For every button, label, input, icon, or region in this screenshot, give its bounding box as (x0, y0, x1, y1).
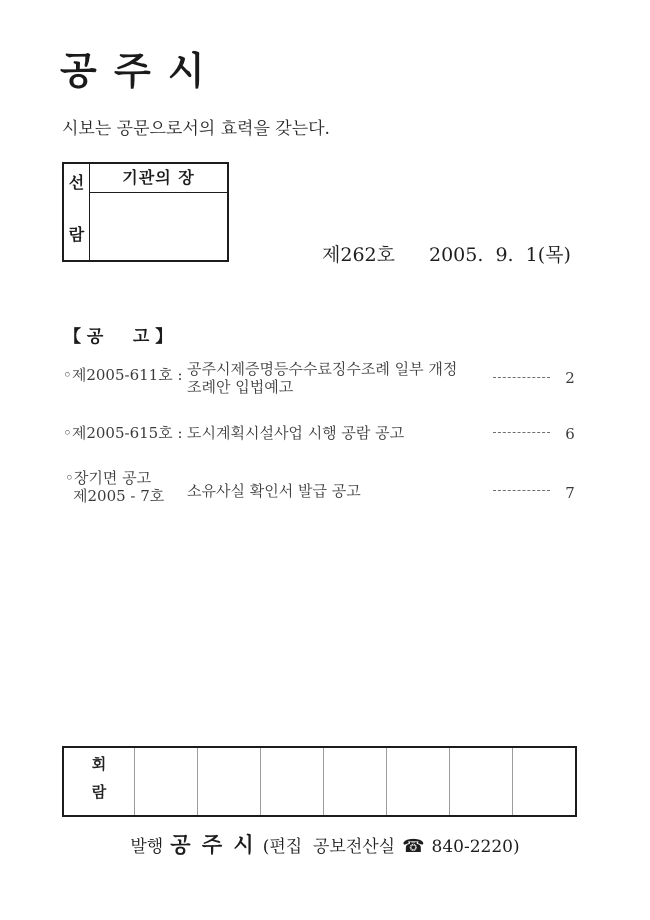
circulation-label-ram: 람 (91, 783, 107, 801)
circulation-cell (260, 748, 323, 815)
approval-header: 기관의 장 (90, 164, 227, 193)
publisher-name: 공 주 시 (170, 832, 256, 857)
circulation-cell (449, 748, 512, 815)
leader-line (493, 377, 550, 378)
circulation-cell (134, 748, 197, 815)
entry-number: ◦제2005-611호 : (63, 366, 183, 384)
phone-number: 840-2220) (431, 837, 520, 857)
page-title: 공 주 시 (60, 48, 207, 93)
entry-title: 소유사실 확인서 발급 공고 (187, 482, 361, 500)
leader-line (493, 490, 550, 491)
phone-icon: ☎ (402, 836, 425, 857)
entry-title: 공주시제증명등수수료징수조례 일부 개정 조례안 입법예고 (187, 360, 458, 396)
circulation-box (62, 746, 577, 817)
editor-info: (편집 공보전산실 (262, 837, 396, 857)
effect-statement: 시보는 공문으로서의 효력을 갖는다. (62, 119, 330, 139)
entry-page-number: 6 (565, 425, 575, 443)
publisher-line (0, 829, 650, 859)
approval-box (62, 162, 229, 262)
issue-number: 제262호 (322, 244, 395, 266)
approval-signature-area (90, 193, 227, 260)
entry-title: 도시계획시설사업 시행 공람 공고 (187, 424, 405, 442)
circulation-cell (323, 748, 386, 815)
approval-main-area (90, 164, 227, 260)
notice-section-heading: 【 공 고 】 (64, 327, 173, 347)
issue-date: 2005. 9. 1(목) (428, 244, 571, 266)
entry-number: ◦장기면 공고 제2005 - 7호 (65, 469, 165, 505)
circulation-label-cell (64, 748, 134, 815)
entry-page-number: 7 (565, 484, 575, 502)
circulation-cell (512, 748, 575, 815)
leader-line (493, 432, 550, 433)
circulation-cell (386, 748, 449, 815)
approval-side-column (64, 164, 90, 260)
entry-page-number: 2 (565, 369, 575, 387)
issue-line (322, 240, 571, 267)
circulation-label-hoe: 회 (91, 755, 107, 773)
approval-label-seon: 선 (68, 173, 85, 192)
approval-label-ram: 람 (68, 225, 85, 244)
entry-number: ◦제2005-615호 : (63, 424, 183, 442)
circulation-cell (197, 748, 260, 815)
publisher-prefix: 발행 (130, 837, 164, 857)
